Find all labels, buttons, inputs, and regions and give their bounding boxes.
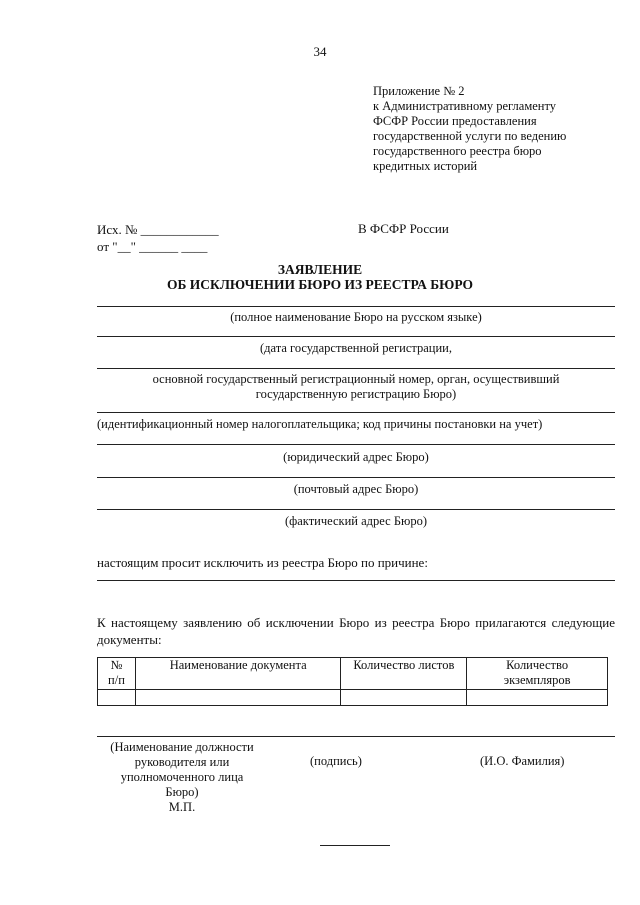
reg-number-caption-line: основной государственный регистрационный номер, орган, осуществивший	[152, 372, 560, 386]
table-header-row	[98, 658, 608, 690]
full-name-field-line[interactable]	[97, 306, 615, 307]
signer-line: (Наименование должности	[110, 740, 254, 754]
end-divider	[320, 845, 390, 846]
attachments-text: К настоящему заявлению об исключении Бюро из реестра Бюро прилагаются следующие документы:	[97, 615, 615, 647]
outgoing-number: Исх. № ____________	[97, 222, 219, 237]
appendix-line: ФСФР России предоставления	[373, 114, 537, 128]
legal-address-field-line[interactable]	[97, 444, 615, 445]
col-number-label: №	[110, 658, 123, 672]
appendix-line: государственной услуги по ведению	[373, 129, 567, 143]
col-document-header: Наименование документа	[135, 658, 341, 690]
signer-position	[97, 740, 267, 815]
appendix-line: Приложение № 2	[373, 84, 465, 98]
tax-id-caption: (идентификационный номер налогоплательщика; код причины постановки на учет)	[97, 417, 543, 431]
outgoing-reference	[97, 221, 219, 255]
postal-address-field-line[interactable]	[97, 477, 615, 478]
table-cell[interactable]	[467, 690, 608, 706]
reg-number-caption	[97, 372, 615, 402]
signer-line: уполномоченного лица	[120, 770, 244, 784]
signature-field-line[interactable]	[97, 736, 615, 737]
appendix-line: к Административному регламенту	[373, 99, 557, 113]
actual-address-caption: (фактический адрес Бюро)	[284, 514, 427, 528]
signer-line: руководителя или	[134, 755, 230, 769]
col-copies-label: экземпляров	[503, 673, 571, 687]
full-name-caption: (полное наименование Бюро на русском языке)	[230, 310, 482, 324]
page-number: 34	[313, 44, 327, 59]
stamp-place: М.П.	[168, 800, 196, 814]
recipient: В ФСФР России	[358, 221, 449, 236]
reason-field-line[interactable]	[97, 580, 615, 581]
tax-id-field-line[interactable]	[97, 412, 615, 413]
documents-table	[97, 657, 608, 706]
appendix-note	[373, 84, 618, 174]
fullname-caption: (И.О. Фамилия)	[480, 754, 565, 768]
signer-line: Бюро)	[165, 785, 199, 799]
col-number-header	[98, 658, 136, 690]
col-copies-header	[467, 658, 608, 690]
reg-number-field-line[interactable]	[97, 368, 615, 369]
reg-number-caption-line: государственную регистрацию Бюро)	[255, 387, 457, 401]
appendix-line: кредитных историй	[373, 159, 478, 173]
table-cell[interactable]	[98, 690, 136, 706]
col-number-label: п/п	[108, 673, 125, 687]
appendix-line: государственного реестра бюро	[373, 144, 542, 158]
table-cell[interactable]	[341, 690, 467, 706]
request-text: настоящим просит исключить из реестра Бюро по причине:	[97, 555, 428, 570]
signature-caption: (подпись)	[310, 754, 362, 768]
table-cell[interactable]	[135, 690, 341, 706]
outgoing-date: от "__" ______ ____	[97, 239, 208, 254]
title-line: ОБ ИСКЛЮЧЕНИИ БЮРО ИЗ РЕЕСТРА БЮРО	[167, 277, 473, 292]
reg-date-caption: (дата государственной регистрации,	[259, 341, 453, 355]
col-sheets-header: Количество листов	[341, 658, 467, 690]
postal-address-caption: (почтовый адрес Бюро)	[293, 482, 419, 496]
actual-address-field-line[interactable]	[97, 509, 615, 510]
legal-address-caption: (юридический адрес Бюро)	[283, 450, 429, 464]
title-line: ЗАЯВЛЕНИЕ	[277, 262, 363, 277]
table-row	[98, 690, 608, 706]
document-title	[0, 262, 640, 292]
reg-date-field-line[interactable]	[97, 336, 615, 337]
col-copies-label: Количество	[506, 658, 569, 672]
